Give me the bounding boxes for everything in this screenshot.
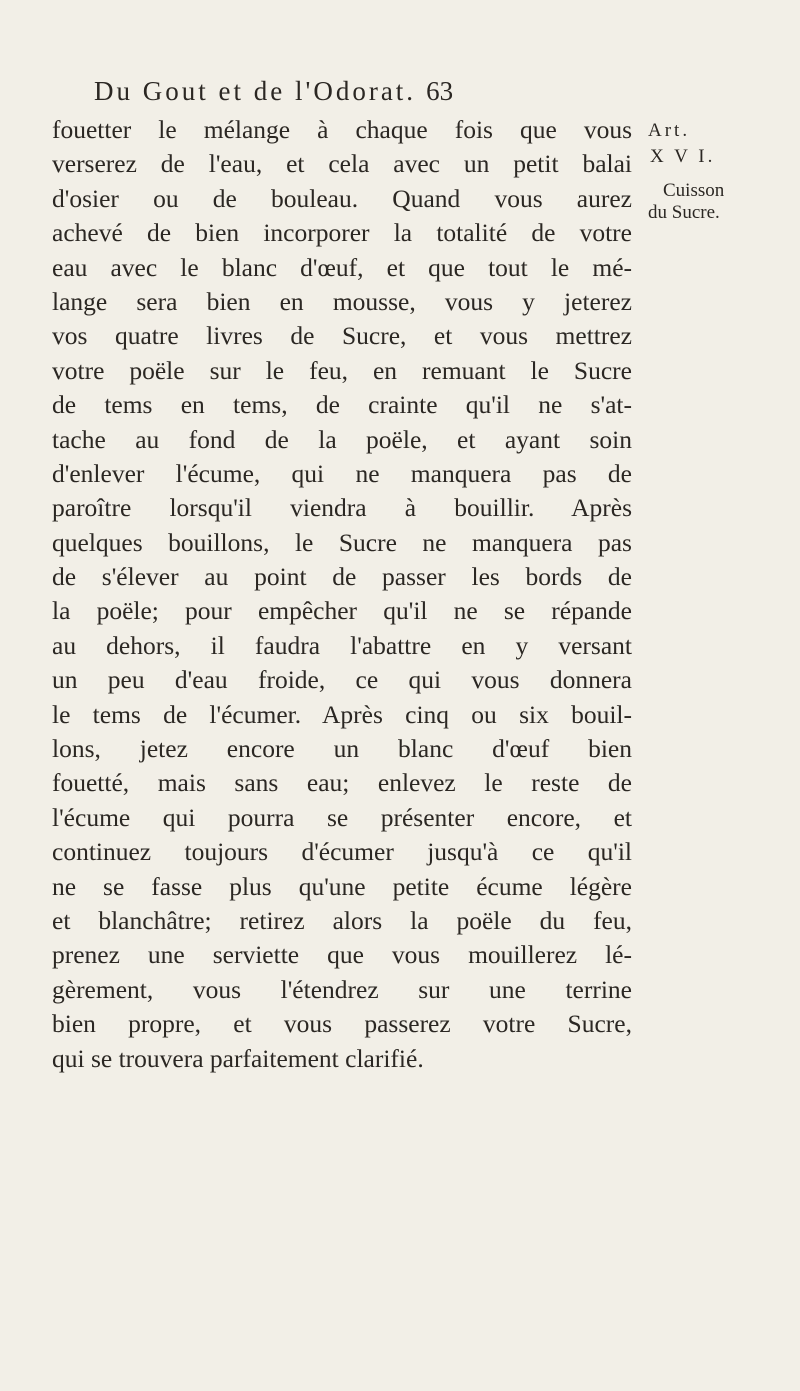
text-line: qui se trouvera parfaitement clarifié. [52,1043,424,1073]
text-line: tache au fond de la poële, et ayant soin [52,424,632,454]
text-line: continuez toujours d'écumer jusqu'à ce qu'il [52,837,632,867]
text-line: gèrement, vous l'étendrez sur une terrine [52,974,632,1004]
margin-title-line: du Sucre. [648,202,720,223]
article-number: X V I. [650,146,716,167]
text-line: paroître lorsqu'il viendra à bouillir. Après [52,493,632,523]
text-line: fouetter le mélange à chaque fois que vous [52,115,632,144]
text-line: de tems en tems, de crainte qu'il ne s'at- [52,390,632,420]
text-line: eau avec le blanc d'œuf, et que tout le mé- [52,252,632,282]
text-line: au dehors, il faudra l'abattre en y versant [52,630,632,660]
text-line: bien propre, et vous passerez votre Sucre, [52,1009,632,1039]
text-line: fouetté, mais sans eau; enlevez le reste de [52,768,632,798]
text-line: d'enlever l'écume, qui ne manquera pas de [52,458,632,488]
text-line: quelques bouillons, le Sucre ne manquera pas [52,527,632,557]
text-line: lons, jetez encore un blanc d'œuf bien [52,734,632,764]
page-number: 63 [426,76,454,106]
text-line: et blanchâtre; retirez alors la poële du feu, [52,905,632,935]
text-line: la poële; pour empêcher qu'il ne se répande [52,596,632,626]
text-line: lange sera bien en mousse, vous y jeterez [52,286,632,316]
margin-title-line: Cuisson [663,180,725,201]
text-line: verserez de l'eau, et cela avec un petit balai [52,149,632,179]
text-line: votre poële sur le feu, en remuant le Sucre [52,355,632,385]
text-line: ne se fasse plus qu'une petite écume légère [52,871,632,901]
running-title: Du Gout et de l'Odorat. [94,76,417,106]
text-line: achevé de bien incorporer la totalité de votre [52,218,632,248]
running-header [94,76,634,107]
margin-note [648,118,798,226]
text-line: de s'élever au point de passer les bords de [52,562,632,592]
article-label: Art. [648,120,691,141]
text-line: le tems de l'écumer. Après cinq ou six bouil- [52,699,632,729]
text-line: l'écume qui pourra se présenter encore, et [52,802,632,832]
text-line: vos quatre livres de Sucre, et vous mettrez [52,321,632,351]
body-text [52,113,632,1076]
text-line: d'osier ou de bouleau. Quand vous aurez [52,183,632,213]
text-line: prenez une serviette que vous mouillerez lé- [52,940,632,970]
text-line: un peu d'eau froide, ce qui vous donnera [52,665,632,695]
